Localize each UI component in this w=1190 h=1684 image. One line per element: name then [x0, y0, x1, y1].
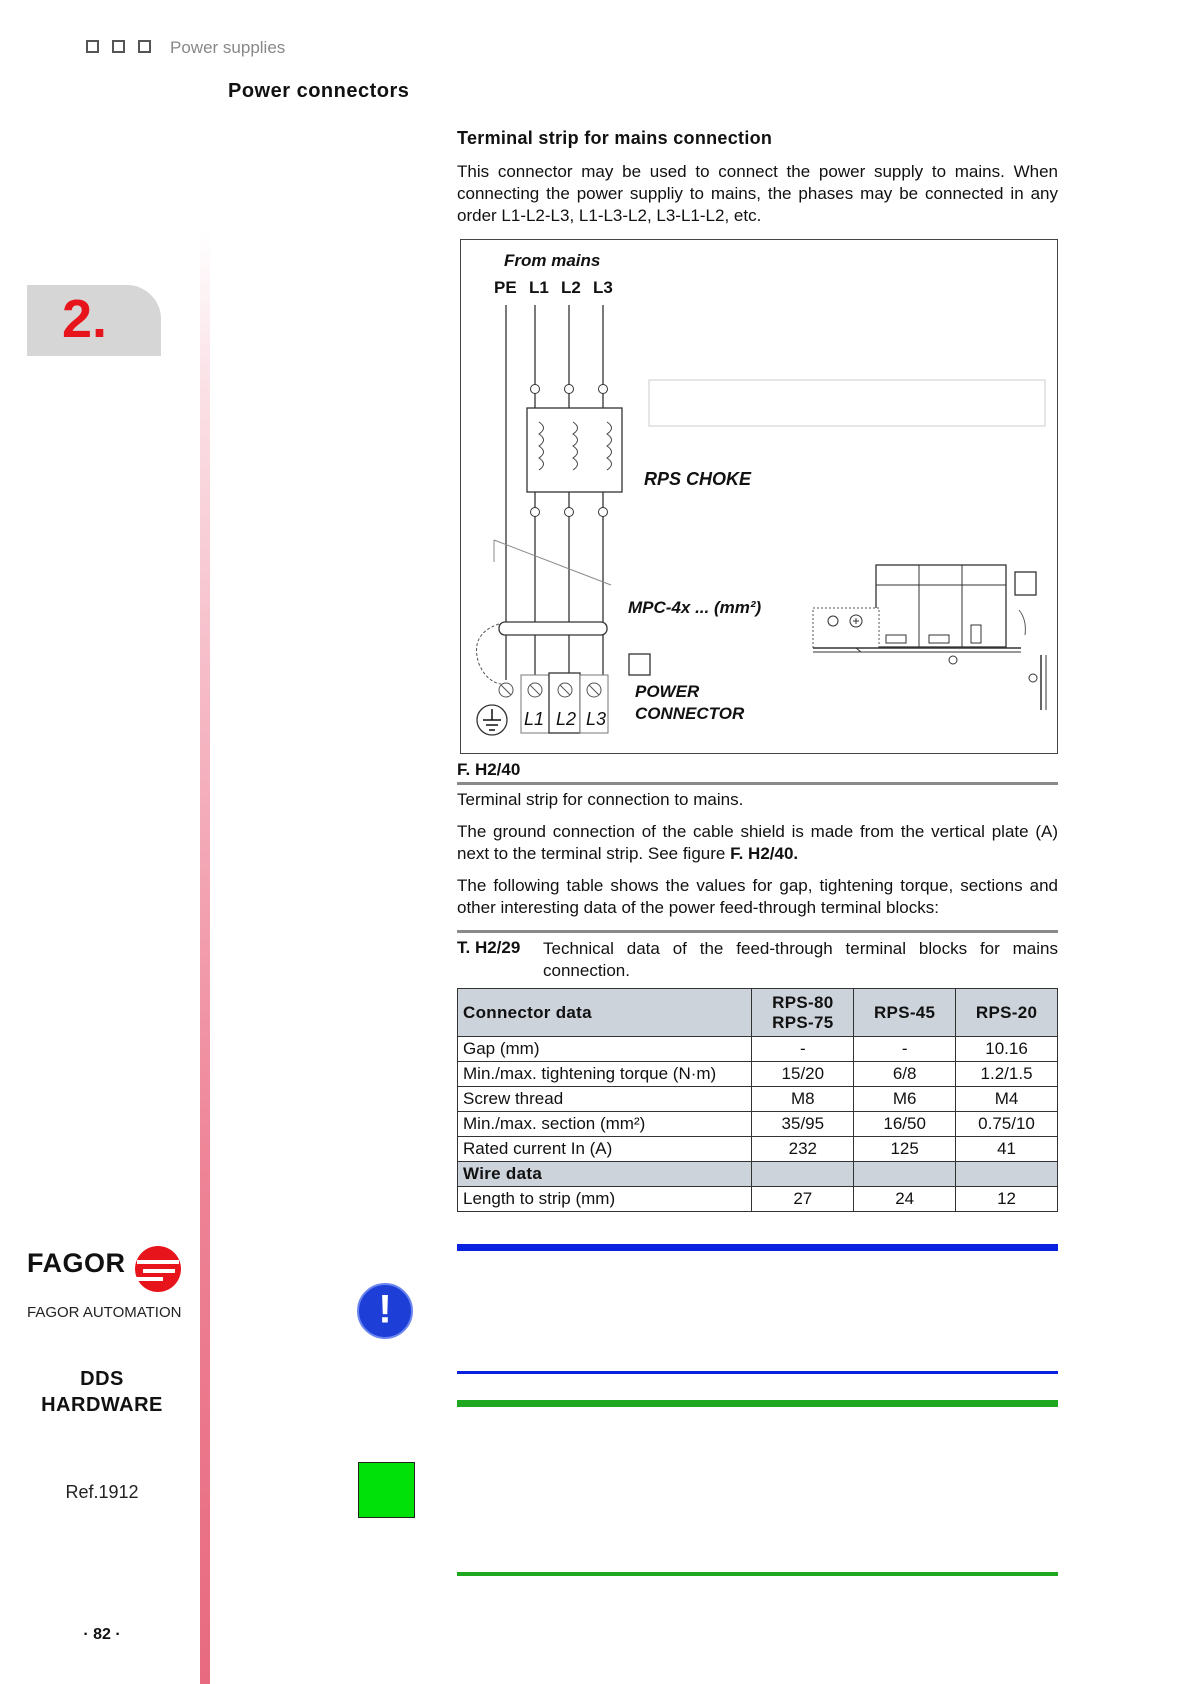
table-header-row: [458, 989, 1058, 1037]
subsection-title: Terminal strip for mains connection: [457, 128, 773, 148]
intro-paragraph: This connector may be used to connect the power supply to mains. When connecting the power suppliy to mains, the phases may be connected in any order L1-L2-L3, L1-L3-L2, L3-L1-L2, etc.: [457, 162, 1058, 225]
header-rps-80: RPS-80: [772, 992, 834, 1012]
choke-box: [527, 408, 622, 492]
cell-value: 232: [752, 1137, 854, 1162]
terminal-data-table: [457, 988, 1058, 1212]
row-label: Min./max. tightening torque (N·m): [458, 1062, 752, 1087]
cell-value: 12: [956, 1187, 1058, 1212]
chapter-number: 2.: [62, 289, 108, 349]
product-line-2: HARDWARE: [41, 1394, 163, 1416]
phase-label-pe: PE: [494, 278, 517, 297]
square-icon: [138, 40, 151, 53]
cell-value: 15/20: [752, 1062, 854, 1087]
choke-label: RPS CHOKE: [644, 469, 752, 489]
figure-caption-text: Terminal strip for connection to mains.: [457, 790, 744, 809]
cell-value: M8: [752, 1087, 854, 1112]
phase-label-l3: L3: [593, 278, 613, 297]
ground-paragraph-text: The ground connection of the cable shield is made from the vertical plate (A) next to the terminal strip. See figure: [457, 822, 1058, 863]
ground-paragraph: [457, 821, 1058, 865]
cell-value: -: [854, 1037, 956, 1062]
cell-value: 0.75/10: [956, 1112, 1058, 1137]
header-rps-80-75: [752, 989, 854, 1037]
page-number: · 82 ·: [83, 1626, 121, 1643]
caption-rule: [457, 782, 1058, 785]
cell-value: 35/95: [752, 1112, 854, 1137]
product-line-1: DDS: [80, 1368, 124, 1390]
fagor-automation-label: FAGOR AUTOMATION: [27, 1304, 182, 1321]
figure-reference-link[interactable]: F. H2/40.: [730, 844, 799, 863]
note-bottom-bar: [457, 1572, 1058, 1576]
note-top-bar: [457, 1400, 1058, 1407]
row-label: Length to strip (mm): [458, 1187, 752, 1212]
cell-value: 1.2/1.5: [956, 1062, 1058, 1087]
header-title: Power supplies: [170, 38, 286, 57]
cell-value: M4: [956, 1087, 1058, 1112]
cell-value: 10.16: [956, 1037, 1058, 1062]
table-row: [458, 1062, 1058, 1087]
notice-top-bar: [457, 1244, 1058, 1251]
row-label: Screw thread: [458, 1087, 752, 1112]
fagor-emblem-icon: [133, 1244, 183, 1294]
connector-label: CONNECTOR: [635, 704, 745, 723]
table-row: [458, 1187, 1058, 1212]
figure-caption-id: F. H2/40: [457, 760, 521, 779]
header-rps-20: RPS-20: [956, 989, 1058, 1037]
figure-box: [460, 239, 1058, 754]
group-empty-cell: [956, 1162, 1058, 1187]
row-label: Min./max. section (mm²): [458, 1112, 752, 1137]
product-name: [27, 1366, 177, 1418]
table-id: T. H2/29: [457, 938, 521, 957]
group-label: Wire data: [458, 1162, 752, 1187]
cell-value: 24: [854, 1187, 956, 1212]
cell-value: M6: [854, 1087, 956, 1112]
from-mains-label: From mains: [504, 251, 601, 270]
cell-value: 6/8: [854, 1062, 956, 1087]
terminal-label-l1: L1: [524, 709, 545, 729]
cell-value: -: [752, 1037, 854, 1062]
table-row: [458, 1087, 1058, 1112]
cell-value: 27: [752, 1187, 854, 1212]
table-row: [458, 1037, 1058, 1062]
header-rps-45: RPS-45: [854, 989, 956, 1037]
header-rps-75: RPS-75: [772, 1012, 834, 1032]
phase-label-l1: L1: [529, 278, 549, 297]
table-row: [458, 1137, 1058, 1162]
row-label: Rated current In (A): [458, 1137, 752, 1162]
cell-value: 41: [956, 1137, 1058, 1162]
group-empty-cell: [752, 1162, 854, 1187]
section-title: Power connectors: [228, 80, 410, 102]
cable-label: MPC-4x ... (mm²): [628, 598, 762, 617]
table-caption: Technical data of the feed-through terminal blocks for mains connection.: [543, 939, 1058, 980]
cell-value: 125: [854, 1137, 956, 1162]
side-gradient-bar: [200, 230, 210, 1684]
wiring-diagram: [461, 240, 1059, 755]
header-connector-data: Connector data: [458, 989, 752, 1037]
header-squares: [86, 40, 151, 53]
table-row: [458, 1112, 1058, 1137]
table-group-row: [458, 1162, 1058, 1187]
ground-icon: [477, 705, 507, 735]
phase-label-l2: L2: [561, 278, 581, 297]
table-intro-paragraph: The following table shows the values for gap, tightening torque, sections and other interesting data of the power feed-through terminal blocks:: [457, 876, 1058, 917]
group-empty-cell: [854, 1162, 956, 1187]
table-caption-rule: [457, 930, 1058, 933]
fagor-logo-text: FAGOR: [27, 1248, 126, 1278]
power-label: POWER: [635, 682, 700, 701]
terminal-label-l3: L3: [586, 709, 607, 729]
reference-number: Ref.1912: [65, 1482, 139, 1502]
terminal-label-l2: L2: [556, 709, 577, 729]
row-label: Gap (mm): [458, 1037, 752, 1062]
square-icon: [112, 40, 125, 53]
warning-exclamation-icon: !: [357, 1283, 413, 1339]
green-note-icon: [358, 1462, 415, 1518]
cell-value: 16/50: [854, 1112, 956, 1137]
notice-bottom-bar: [457, 1371, 1058, 1374]
square-icon: [86, 40, 99, 53]
